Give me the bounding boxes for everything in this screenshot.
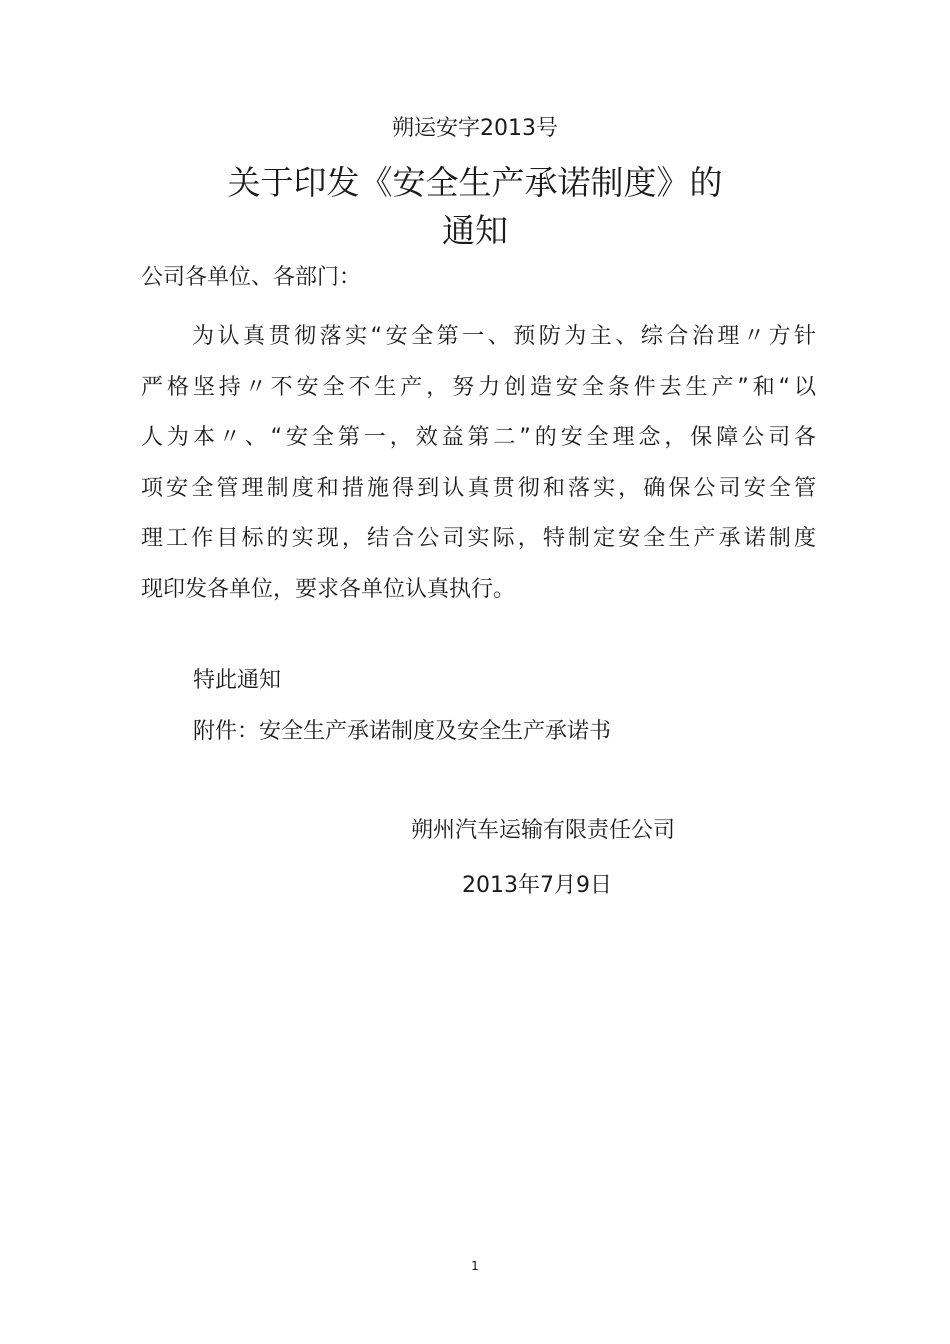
body-line: 项安全管理制度和措施得到认真贯彻和落实，确保公司安全管 (141, 475, 816, 501)
body-line: 人为本〃、“安全第一，效益第二”的安全理念，保障公司各 (141, 425, 816, 450)
body-line: 现印发各单位，要求各单位认真执行。 (141, 576, 516, 602)
document-number: 朔运安字2013号 (392, 116, 558, 141)
page-number: 1 (471, 1259, 479, 1273)
body-paragraph (141, 312, 816, 615)
issue-date: 2013年7月9日 (462, 873, 612, 898)
salutation: 公司各单位、各部门： (141, 265, 362, 290)
body-line: 为认真贯彻落实“安全第一、预防为主、综合治理〃方针 (192, 324, 816, 349)
body-line: 严格坚持〃不安全不生产，努力创造安全条件去生产”和“以 (141, 374, 816, 400)
body-line: 理工作目标的实现，结合公司实际，特制定安全生产承诺制度 (141, 526, 816, 551)
document-title-line-1: 关于印发《安全生产承诺制度》的 (227, 163, 723, 202)
attachment-note: 附件：安全生产承诺制度及安全生产承诺书 (193, 719, 612, 744)
document-title-line-2: 通知 (442, 211, 508, 250)
closing-remark: 特此通知 (193, 668, 282, 693)
issuer-signature: 朔州汽车运输有限责任公司 (411, 818, 676, 843)
